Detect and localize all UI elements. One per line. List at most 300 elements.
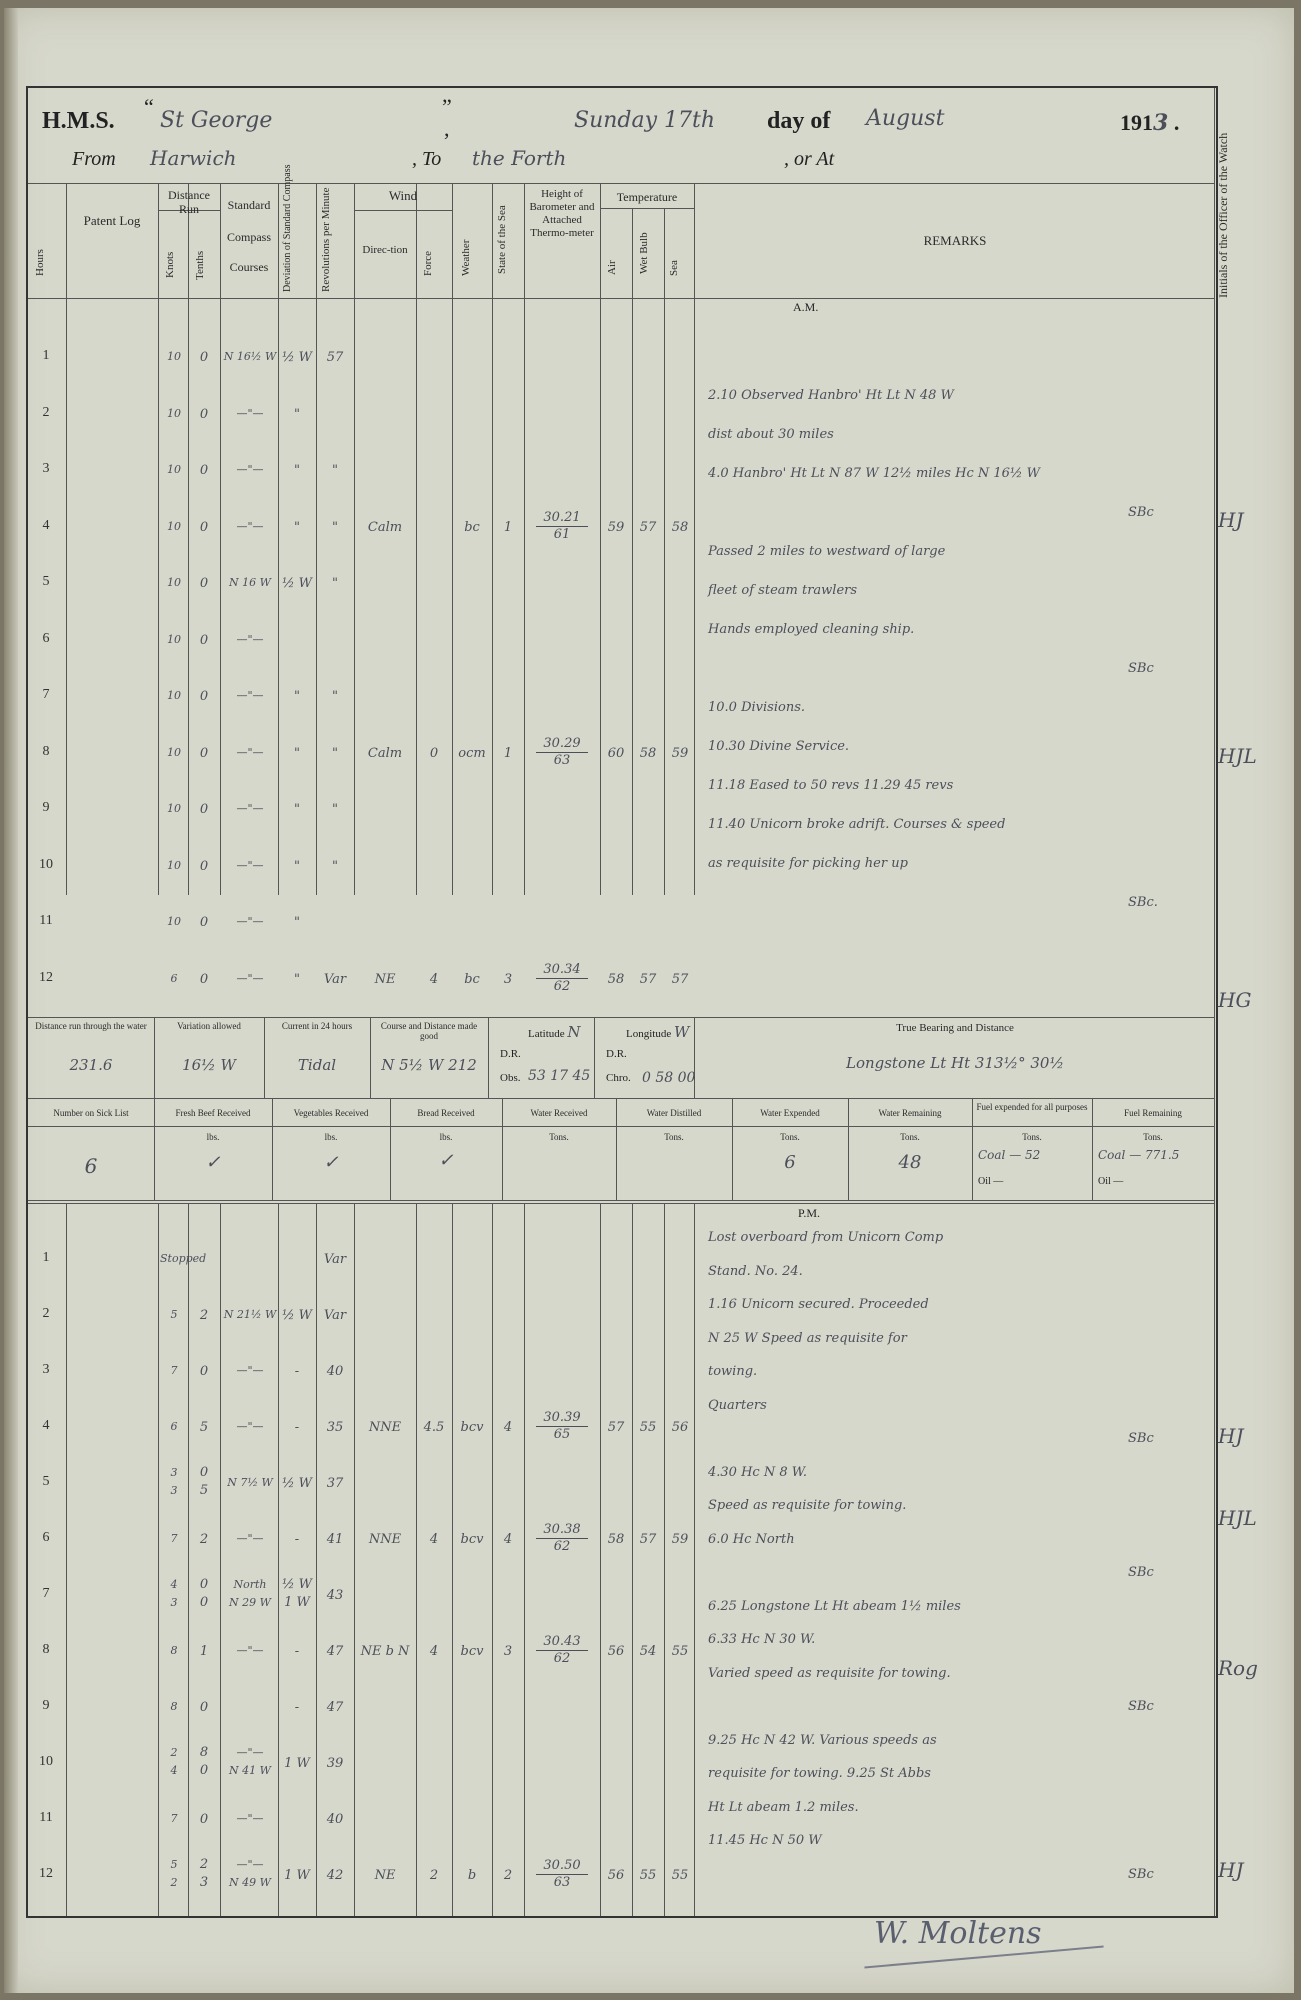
weather-cell: bcv bbox=[460, 1532, 484, 1547]
water-expended-unit: Tons. bbox=[780, 1132, 800, 1142]
hour-label: 12 bbox=[39, 969, 53, 985]
rev-cell: 40 bbox=[326, 1812, 344, 1827]
pm-row-3 bbox=[28, 1350, 1216, 1394]
am-remark-line: Hands employed cleaning ship. bbox=[708, 622, 915, 637]
hour-label: 6 bbox=[42, 1530, 50, 1545]
weather-cell: bcv bbox=[460, 1420, 484, 1435]
col-distance-run: Distance Run bbox=[168, 188, 210, 216]
dev-cell: - bbox=[294, 1420, 300, 1435]
col-tenths: Tenths bbox=[194, 250, 206, 280]
col-wind: Wind bbox=[388, 188, 418, 203]
am-remark-line: SBc bbox=[1128, 505, 1154, 520]
knots-cell: Stopped bbox=[160, 1252, 207, 1265]
tenths-cell: 0 bbox=[199, 858, 209, 874]
weather-cell: bc bbox=[464, 971, 480, 987]
col-wind-force: Force bbox=[422, 250, 434, 276]
pm-remark-line: 11.45 Hc N 50 W bbox=[708, 1833, 822, 1848]
pm-initial-4: HJ bbox=[1218, 1858, 1244, 1882]
rev-cell: 42 bbox=[326, 1868, 344, 1883]
hour-label: 4 bbox=[42, 517, 50, 533]
am-remark-line: fleet of steam trawlers bbox=[708, 583, 858, 598]
sea-cell: 57 bbox=[671, 971, 689, 987]
sea-state-cell: 4 bbox=[503, 1420, 513, 1435]
am-remark-line: Passed 2 miles to westward of large bbox=[708, 544, 946, 559]
course-made-good-label: Course and Distance made good bbox=[380, 1021, 478, 1041]
longitude-suffix: W bbox=[673, 1023, 690, 1041]
col-compass: Compass bbox=[226, 230, 271, 244]
pm-initial-1: HJ bbox=[1218, 1424, 1244, 1448]
barometer-cell bbox=[526, 510, 598, 543]
wet-cell: 57 bbox=[639, 971, 657, 987]
am-row-5 bbox=[28, 562, 1216, 606]
col-patent-log: Patent Log bbox=[83, 213, 141, 228]
am-remark-line: 4.0 Hanbro' Ht Lt N 87 W 12½ miles Hc N 16½ W bbox=[708, 466, 1041, 481]
bread-label: Bread Received bbox=[417, 1108, 475, 1118]
wet-cell: 54 bbox=[639, 1644, 657, 1659]
water-remaining-value: 48 bbox=[898, 1152, 922, 1173]
am-label: A.M. bbox=[793, 300, 819, 314]
attached-thermometer-value: 65 bbox=[553, 1427, 571, 1442]
fuel-remaining-coal: Coal — 771.5 bbox=[1098, 1148, 1180, 1162]
quote-open: “ bbox=[144, 94, 154, 119]
pm-remark-line: 9.25 Hc N 42 W. Various speeds as bbox=[708, 1732, 937, 1748]
sea-cell: 55 bbox=[671, 1868, 689, 1883]
course-cell: —"— bbox=[236, 1644, 264, 1657]
rev-cell: 40 bbox=[326, 1364, 344, 1379]
pm-remark-line: 6.25 Longstone Lt Ht abeam 1½ miles bbox=[708, 1598, 961, 1614]
col-hours: Hours bbox=[34, 249, 46, 277]
bread-check: ✓ bbox=[438, 1150, 454, 1171]
pm-remark-line: Quarters bbox=[708, 1397, 767, 1413]
course-cell: —"— N 41 W bbox=[229, 1746, 271, 1777]
knots-cell: 5 bbox=[170, 1308, 178, 1321]
force-cell: 4.5 bbox=[423, 1420, 445, 1435]
month: August bbox=[866, 106, 945, 131]
wind-dir-cell: NE bbox=[374, 1868, 396, 1883]
longitude-value: 0 58 00 bbox=[642, 1070, 696, 1086]
tenths-cell: 0 bbox=[199, 1700, 209, 1715]
dev-cell: " bbox=[294, 915, 300, 930]
rev-cell: 39 bbox=[326, 1756, 344, 1771]
weather-cell: bcv bbox=[460, 1644, 484, 1659]
dev-cell: " bbox=[294, 689, 300, 704]
tenths-cell: 2 bbox=[199, 1532, 209, 1547]
lat-dr-label: D.R. bbox=[500, 1048, 521, 1060]
wet-cell: 57 bbox=[639, 519, 657, 535]
distance-run-value: 231.6 bbox=[69, 1056, 113, 1074]
am-remark-line: SBc bbox=[1128, 661, 1154, 676]
barometer-value: 30.21 bbox=[536, 510, 588, 527]
dev-cell: " bbox=[294, 802, 300, 817]
comma: , bbox=[444, 116, 450, 141]
pm-remark-line: 1.16 Unicorn secured. Proceeded bbox=[708, 1297, 929, 1312]
course-cell: —"— bbox=[236, 1364, 264, 1377]
sea-cell: 59 bbox=[671, 745, 689, 761]
hour-label: 10 bbox=[39, 856, 53, 872]
sea-cell: 56 bbox=[671, 1420, 689, 1435]
latitude-label bbox=[528, 1023, 581, 1041]
hour-label: 1 bbox=[42, 1250, 50, 1265]
am-remark-line: 11.40 Unicorn broke adrift. Courses & speed bbox=[708, 817, 1006, 832]
knots-cell: 2 4 bbox=[170, 1746, 178, 1777]
pm-row-11 bbox=[28, 1798, 1216, 1842]
wet-cell: 55 bbox=[639, 1868, 657, 1883]
knots-cell: 7 bbox=[170, 1364, 178, 1377]
hour-label: 7 bbox=[42, 687, 50, 702]
dev-cell: " bbox=[294, 406, 300, 422]
course-cell: North N 29 W bbox=[229, 1578, 271, 1609]
barometer-cell bbox=[526, 1410, 598, 1443]
am-row-8 bbox=[28, 732, 1216, 776]
col-remarks: REMARKS bbox=[923, 233, 987, 248]
am-row-9 bbox=[28, 788, 1216, 832]
tenths-cell: 0 bbox=[199, 463, 209, 478]
captain-signature: W. Moltens bbox=[874, 1916, 1042, 1951]
wet-cell: 55 bbox=[639, 1420, 657, 1435]
hour-label: 4 bbox=[42, 1418, 50, 1433]
rev-cell: 37 bbox=[326, 1476, 344, 1491]
knots-cell: 3 3 bbox=[170, 1466, 178, 1497]
fresh-beef-unit: lbs. bbox=[206, 1132, 220, 1142]
col-sea: Sea bbox=[668, 260, 680, 276]
tenths-cell: 0 bbox=[199, 915, 209, 930]
dev-cell: 1 W bbox=[284, 1868, 310, 1883]
sea-cell: 59 bbox=[671, 1532, 689, 1547]
course-cell: —"— bbox=[236, 632, 264, 646]
ship-name: St George bbox=[160, 108, 273, 133]
fuel-remaining-label: Fuel Remaining bbox=[1124, 1108, 1182, 1118]
pm-remark-line: 6.0 Hc North bbox=[708, 1531, 795, 1547]
col-wind-direction: Direc-tion bbox=[362, 244, 408, 256]
pm-remark-line: SBc bbox=[1128, 1699, 1154, 1714]
force-cell: 4 bbox=[429, 971, 439, 987]
rev-cell: 41 bbox=[326, 1532, 344, 1547]
pm-row-8 bbox=[28, 1630, 1216, 1674]
col-courses: Courses bbox=[229, 260, 269, 274]
rev-cell: Var bbox=[323, 1308, 347, 1323]
col-weather: Weather bbox=[460, 239, 472, 277]
dev-cell: ½ W bbox=[281, 1308, 313, 1323]
sea-state-cell: 3 bbox=[503, 1644, 513, 1659]
am-initial-2: HJL bbox=[1218, 744, 1257, 768]
hour-label: 6 bbox=[42, 630, 50, 646]
rev-cell: Var bbox=[323, 1252, 347, 1267]
air-cell: 56 bbox=[607, 1868, 625, 1883]
dev-cell: - bbox=[294, 1532, 300, 1547]
pm-row-6 bbox=[28, 1518, 1216, 1562]
fuel-expended-oil: Oil — bbox=[978, 1176, 1004, 1187]
pm-remark-line: 4.30 Hc N 8 W. bbox=[708, 1464, 807, 1480]
latitude-suffix: N bbox=[567, 1023, 581, 1041]
am-row-1 bbox=[28, 336, 1216, 380]
tenths-cell: 0 bbox=[199, 350, 209, 365]
fuel-expended-label: Fuel expended for all purposes bbox=[976, 1102, 1088, 1112]
knots-cell: 6 bbox=[170, 1420, 178, 1433]
fresh-beef-check: ✓ bbox=[205, 1152, 221, 1173]
tenths-cell: 0 bbox=[199, 1364, 209, 1379]
quote-close: ” bbox=[442, 94, 452, 119]
water-distilled-unit: Tons. bbox=[664, 1132, 684, 1142]
rev-cell: 43 bbox=[326, 1588, 344, 1603]
variation-label: Variation allowed bbox=[177, 1021, 241, 1031]
year-prefix: 191 bbox=[1120, 110, 1153, 135]
air-cell: 60 bbox=[607, 745, 625, 761]
pm-remark-line: Ht Lt abeam 1.2 miles. bbox=[708, 1799, 859, 1815]
fuel-expended-unit: Tons. bbox=[1022, 1132, 1042, 1142]
course-cell: N 16 W bbox=[229, 576, 271, 589]
fuel-remaining-oil: Oil — bbox=[1098, 1176, 1124, 1187]
dev-cell: " bbox=[294, 971, 300, 987]
year-suffix: 3 bbox=[1153, 110, 1169, 136]
knots-cell: 10 bbox=[167, 406, 181, 420]
rev-cell: 57 bbox=[326, 350, 344, 365]
barometer-cell bbox=[526, 736, 598, 769]
col-knots: Knots bbox=[164, 251, 176, 279]
rev-cell: 35 bbox=[326, 1420, 344, 1435]
vegetables-unit: lbs. bbox=[324, 1132, 338, 1142]
pm-row-7 bbox=[28, 1574, 1216, 1618]
attached-thermometer-value: 61 bbox=[553, 526, 571, 542]
force-cell: 4 bbox=[429, 1644, 439, 1659]
knots-cell: 8 bbox=[170, 1644, 178, 1657]
tenths-cell: 2 bbox=[199, 1308, 209, 1323]
col-wet-bulb: Wet Bulb bbox=[638, 232, 650, 274]
lat-obs-label: Obs. bbox=[500, 1072, 521, 1084]
tenths-cell: 0 bbox=[199, 1812, 209, 1827]
wind-dir-cell: NNE bbox=[368, 1532, 402, 1547]
hour-label: 3 bbox=[42, 1362, 50, 1377]
log-page bbox=[4, 8, 1294, 1993]
hour-label: 2 bbox=[42, 1306, 50, 1321]
rev-cell: " bbox=[332, 689, 338, 704]
hms-label: H.M.S. bbox=[42, 108, 115, 134]
wet-cell: 57 bbox=[639, 1532, 657, 1547]
knots-cell: 10 bbox=[167, 632, 181, 646]
barometer-value: 30.34 bbox=[536, 962, 588, 979]
tenths-cell: 0 bbox=[199, 632, 209, 648]
knots-cell: 4 3 bbox=[170, 1578, 178, 1609]
current-value: Tidal bbox=[297, 1056, 337, 1074]
am-row-2 bbox=[28, 393, 1216, 437]
am-remark-line: 10.30 Divine Service. bbox=[708, 739, 850, 754]
weather-cell: bc bbox=[464, 519, 480, 535]
long-chro-label: Chro. bbox=[606, 1072, 631, 1084]
weather-cell: ocm bbox=[458, 745, 486, 761]
course-cell: N 21½ W bbox=[223, 1308, 277, 1321]
course-cell: —"— bbox=[236, 971, 264, 985]
pm-remark-line: requisite for towing. 9.25 St Abbs bbox=[708, 1766, 931, 1781]
hour-label: 5 bbox=[42, 574, 50, 589]
am-row-7 bbox=[28, 675, 1216, 719]
vegetables-check: ✓ bbox=[323, 1152, 339, 1173]
tenths-cell: 0 bbox=[199, 745, 209, 761]
am-row-11 bbox=[28, 901, 1216, 945]
pm-row-5 bbox=[28, 1462, 1216, 1506]
wind-dir-cell: NE b N bbox=[360, 1644, 410, 1659]
am-remark-line: dist about 30 miles bbox=[708, 427, 834, 442]
hour-label: 1 bbox=[42, 348, 50, 363]
hour-label: 3 bbox=[42, 461, 50, 476]
dev-cell: - bbox=[294, 1700, 300, 1715]
rev-cell: 47 bbox=[326, 1700, 344, 1715]
barometer-value: 30.38 bbox=[536, 1522, 588, 1539]
wind-dir-cell: Calm bbox=[367, 519, 403, 535]
hour-label: 11 bbox=[39, 1810, 53, 1825]
or-at-label: , or At bbox=[784, 148, 835, 170]
col-temperature: Temperature bbox=[616, 190, 678, 204]
water-expended-value: 6 bbox=[784, 1152, 796, 1173]
am-initial-3: HG bbox=[1218, 988, 1252, 1012]
rev-cell: " bbox=[332, 858, 338, 874]
dev-cell: ½ W bbox=[281, 576, 313, 591]
attached-thermometer-value: 62 bbox=[553, 1651, 571, 1666]
dev-cell: " bbox=[294, 858, 300, 874]
knots-cell: 10 bbox=[167, 858, 181, 872]
am-row-6 bbox=[28, 619, 1216, 663]
tenths-cell: 0 bbox=[199, 802, 209, 817]
rev-cell: " bbox=[332, 802, 338, 817]
rev-cell: " bbox=[332, 576, 338, 591]
col-state-of-sea: State of the Sea bbox=[496, 205, 508, 275]
pm-row-9 bbox=[28, 1686, 1216, 1730]
dev-cell: - bbox=[294, 1644, 300, 1659]
water-remaining-unit: Tons. bbox=[900, 1132, 920, 1142]
from-value: Harwich bbox=[150, 146, 237, 170]
wind-dir-cell: NE bbox=[374, 971, 396, 987]
course-cell: —"— bbox=[236, 689, 264, 702]
pm-remark-line: SBc bbox=[1128, 1866, 1154, 1882]
from-label: From bbox=[72, 148, 116, 170]
force-cell: 0 bbox=[429, 745, 439, 761]
bread-unit: lbs. bbox=[439, 1132, 453, 1142]
true-bearing-value: Longstone Lt Ht 313½° 30½ bbox=[845, 1054, 1064, 1072]
hour-label: 7 bbox=[42, 1586, 50, 1601]
am-remark-line: 11.18 Eased to 50 revs 11.29 45 revs bbox=[708, 778, 954, 793]
tenths-cell: 0 bbox=[199, 519, 209, 535]
knots-cell: 10 bbox=[167, 576, 181, 589]
am-remark-line: SBc. bbox=[1128, 895, 1158, 910]
am-initial-1: HJ bbox=[1218, 508, 1244, 532]
hour-label: 11 bbox=[39, 913, 53, 928]
force-cell: 4 bbox=[429, 1532, 439, 1547]
attached-thermometer-value: 62 bbox=[553, 1539, 571, 1554]
course-cell: —"— bbox=[236, 463, 264, 476]
force-cell: 2 bbox=[429, 1868, 439, 1883]
air-cell: 59 bbox=[607, 519, 625, 535]
longitude-label bbox=[626, 1023, 689, 1041]
col-barometer: Height of Barometer and Attached Thermo-meter bbox=[529, 188, 595, 239]
hour-label: 9 bbox=[42, 800, 50, 815]
fuel-expended-coal: Coal — 52 bbox=[978, 1148, 1041, 1162]
course-cell: N 7½ W bbox=[227, 1476, 273, 1489]
wind-dir-cell: Calm bbox=[367, 745, 403, 761]
tenths-cell: 8 0 bbox=[199, 1745, 209, 1778]
course-cell: N 16½ W bbox=[223, 350, 277, 363]
current-label: Current in 24 hours bbox=[281, 1021, 353, 1031]
col-revolutions: Revolutions per Minute bbox=[320, 187, 332, 292]
am-remark-line: 10.0 Divisions. bbox=[708, 700, 805, 715]
pm-remark-line: SBc bbox=[1128, 1565, 1154, 1580]
dev-cell: " bbox=[294, 519, 300, 535]
barometer-value: 30.43 bbox=[536, 1634, 588, 1651]
hour-label: 8 bbox=[42, 743, 50, 759]
hour-label: 12 bbox=[39, 1866, 53, 1881]
sea-state-cell: 3 bbox=[503, 971, 513, 987]
knots-cell: 10 bbox=[167, 519, 181, 533]
binding-spine bbox=[4, 8, 18, 1993]
knots-cell: 5 2 bbox=[170, 1858, 178, 1889]
pm-initial-2: HJL bbox=[1218, 1506, 1257, 1530]
day-of-label: day of bbox=[767, 108, 831, 134]
sea-cell: 58 bbox=[671, 519, 689, 535]
rev-cell: " bbox=[332, 745, 338, 761]
wet-cell: 58 bbox=[639, 745, 657, 761]
course-made-good-value: N 5½ W 212 bbox=[381, 1056, 477, 1074]
fuel-remaining-unit: Tons. bbox=[1143, 1132, 1163, 1142]
course-cell: —"— bbox=[236, 406, 264, 420]
course-cell: —"— bbox=[236, 745, 264, 759]
tenths-cell: 0 0 bbox=[199, 1577, 209, 1610]
tenths-cell: 2 3 bbox=[199, 1857, 209, 1890]
barometer-cell bbox=[526, 1858, 598, 1891]
attached-thermometer-value: 63 bbox=[553, 752, 571, 768]
hour-label: 10 bbox=[39, 1754, 53, 1769]
latitude-text: Latitude bbox=[528, 1028, 565, 1040]
distance-run-label: Distance run through the water bbox=[35, 1021, 147, 1031]
rev-cell: " bbox=[332, 463, 338, 478]
rev-cell: Var bbox=[323, 971, 347, 987]
to-label: , To bbox=[412, 148, 442, 170]
dev-cell: 1 W bbox=[284, 1756, 310, 1771]
knots-cell: 8 bbox=[170, 1700, 178, 1713]
sea-state-cell: 4 bbox=[503, 1532, 513, 1547]
water-received-unit: Tons. bbox=[549, 1132, 569, 1142]
hour-label: 2 bbox=[42, 404, 50, 420]
knots-cell: 7 bbox=[170, 1812, 178, 1825]
knots-cell: 10 bbox=[167, 745, 181, 759]
dev-cell: ½ W 1 W bbox=[281, 1577, 313, 1610]
longitude-text: Longitude bbox=[626, 1028, 672, 1040]
air-cell: 58 bbox=[607, 1532, 625, 1547]
sea-state-cell: 1 bbox=[503, 745, 513, 761]
pm-remark-line: Speed as requisite for towing. bbox=[708, 1498, 907, 1513]
col-standard: Standard bbox=[227, 198, 271, 212]
air-cell: 57 bbox=[607, 1420, 625, 1435]
fresh-beef-label: Fresh Beef Received bbox=[175, 1108, 251, 1118]
hour-label: 9 bbox=[42, 1698, 50, 1713]
weekday-date: Sunday 17th bbox=[574, 108, 716, 133]
pm-remark-line: N 25 W Speed as requisite for bbox=[708, 1330, 907, 1346]
tenths-cell: 0 5 bbox=[199, 1465, 209, 1498]
tenths-cell: 5 bbox=[199, 1420, 209, 1435]
latitude-value: 53 17 45 bbox=[528, 1068, 591, 1084]
variation-value: 16½ W bbox=[182, 1056, 236, 1074]
knots-cell: 6 bbox=[170, 971, 178, 985]
am-remark-line: 2.10 Observed Hanbro' Ht Lt N 48 W bbox=[708, 388, 954, 403]
pm-row-4 bbox=[28, 1406, 1216, 1450]
course-cell: —"— bbox=[236, 519, 264, 533]
knots-cell: 10 bbox=[167, 689, 181, 702]
pm-remark-line: 6.33 Hc N 30 W. bbox=[708, 1632, 816, 1647]
am-row-4 bbox=[28, 506, 1216, 550]
knots-cell: 10 bbox=[167, 802, 181, 815]
course-cell: —"— bbox=[236, 802, 264, 815]
to-value: the Forth bbox=[472, 146, 567, 170]
air-cell: 56 bbox=[607, 1644, 625, 1659]
col-deviation: Deviation of Standard Compass bbox=[282, 164, 293, 292]
water-received-label: Water Received bbox=[530, 1108, 588, 1118]
barometer-cell bbox=[526, 962, 598, 995]
